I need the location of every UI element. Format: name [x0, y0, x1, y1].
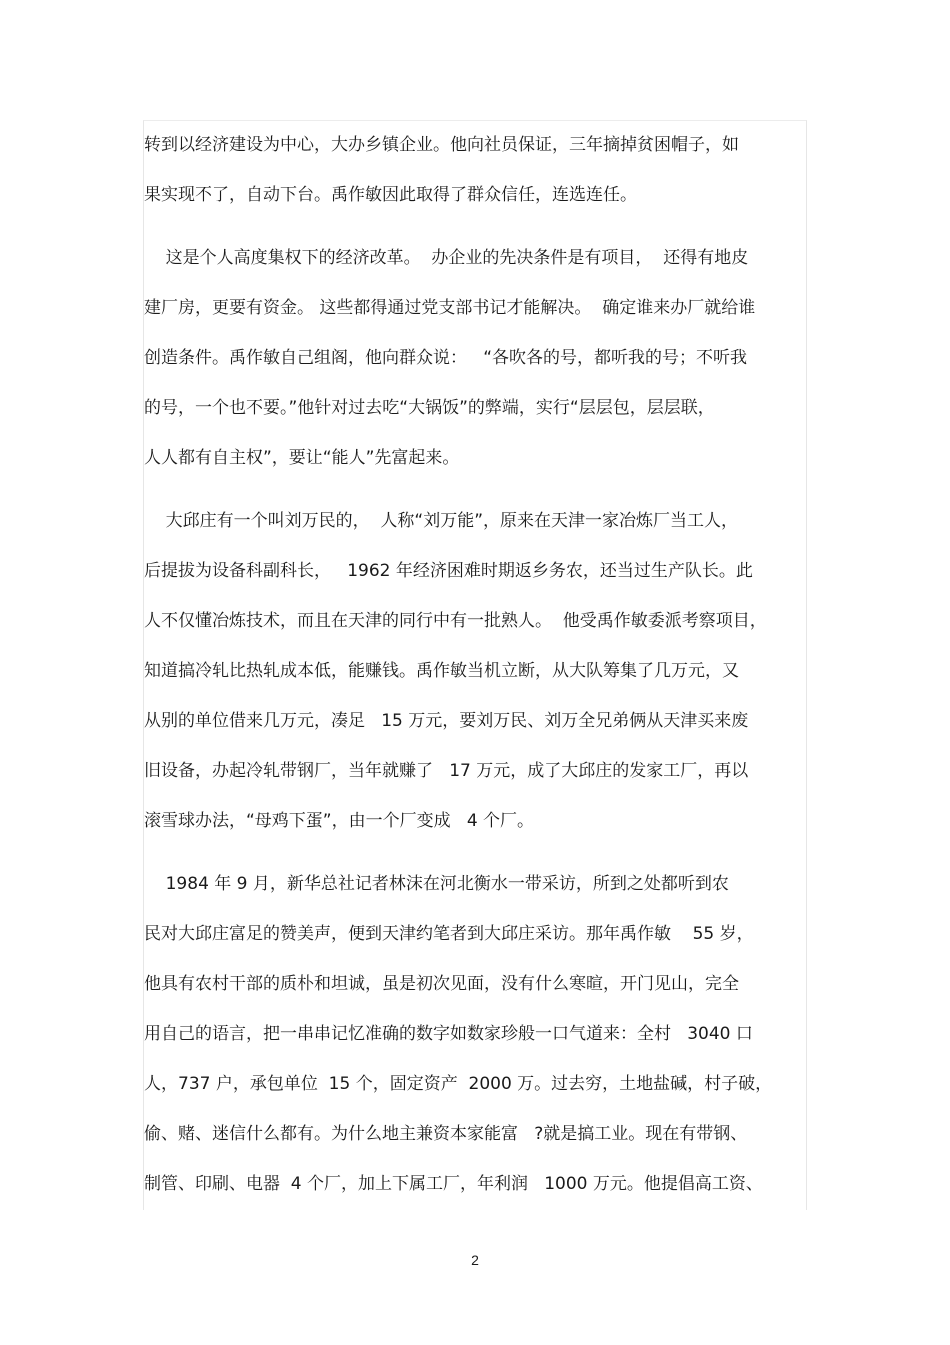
text-line: 这是个人高度集权下的经济改革。 办企业的先决条件是有项目， 还得有地皮 — [144, 248, 749, 268]
page-number: 2 — [471, 1252, 479, 1268]
text-line: 转到以经济建设为中心，大办乡镇企业。他向社员保证，三年摘掉贫困帽子，如 — [144, 135, 739, 155]
text-line: 创造条件。禹作敏自己组阁，他向群众说： “各吹各的号，都听我的号；不听我 — [144, 348, 748, 368]
text-line: 1984 年 9 月，新华总社记者林沫在河北衡水一带采访，所到之处都听到农 — [144, 874, 729, 894]
text-line: 大邱庄有一个叫刘万民的， 人称“刘万能”，原来在天津一家冶炼厂当工人， — [144, 511, 739, 531]
text-line: 从别的单位借来几万元，凑足 15 万元，要刘万民、刘万全兄弟俩从天津买来废 — [144, 711, 749, 731]
text-line: 滚雪球办法，“母鸡下蛋”，由一个厂变成 4 个厂。 — [144, 811, 535, 831]
paragraph-3 — [144, 496, 806, 846]
paragraph-2 — [144, 233, 806, 483]
text-line: 人不仅懂冶炼技术，而且在天津的同行中有一批熟人。 他受禹作敏委派考察项目， — [144, 611, 767, 631]
paragraph-4 — [144, 859, 806, 1209]
text-line: 民对大邱庄富足的赞美声，便到天津约笔者到大邱庄采访。那年禹作敏 55 岁， — [144, 924, 754, 944]
text-line: 人，737 户，承包单位 15 个，固定资产 2000 万。过去穷，土地盐碱，村子破， — [144, 1074, 773, 1094]
text-line: 后提拔为设备科副科长， 1962 年经济困难时期返乡务农，还当过生产队长。此 — [144, 561, 753, 581]
text-line: 偷、赌、迷信什么都有。为什么地主兼资本家能富 ?就是搞工业。现在有带钢、 — [144, 1124, 748, 1144]
document-body — [144, 120, 806, 1209]
text-line: 人人都有自主权”，要让“能人”先富起来。 — [144, 448, 460, 468]
text-line: 用自己的语言，把一串串记忆准确的数字如数家珍般一口气道来：全村 3040 口 — [144, 1024, 753, 1044]
text-line: 果实现不了，自动下台。禹作敏因此取得了群众信任，连选连任。 — [144, 185, 637, 205]
text-line: 知道搞冷轧比热轧成本低，能赚钱。禹作敏当机立断，从大队筹集了几万元，又 — [144, 661, 739, 681]
text-line: 旧设备，办起冷轧带钢厂，当年就赚了 17 万元，成了大邱庄的发家工厂，再以 — [144, 761, 749, 781]
paragraph-1 — [144, 120, 806, 220]
text-line: 的号，一个也不要。”他针对过去吃“大锅饭”的弊端，实行“层层包，层层联， — [144, 398, 715, 418]
text-line: 建厂房，更要有资金。 这些都得通过党支部书记才能解决。 确定谁来办厂就给谁 — [144, 298, 756, 318]
text-line: 制管、印刷、电器 4 个厂，加上下属工厂，年利润 1000 万元。他提倡高工资、 — [144, 1174, 763, 1194]
text-line: 他具有农村干部的质朴和坦诚，虽是初次见面，没有什么寒暄，开门见山，完全 — [144, 974, 739, 994]
